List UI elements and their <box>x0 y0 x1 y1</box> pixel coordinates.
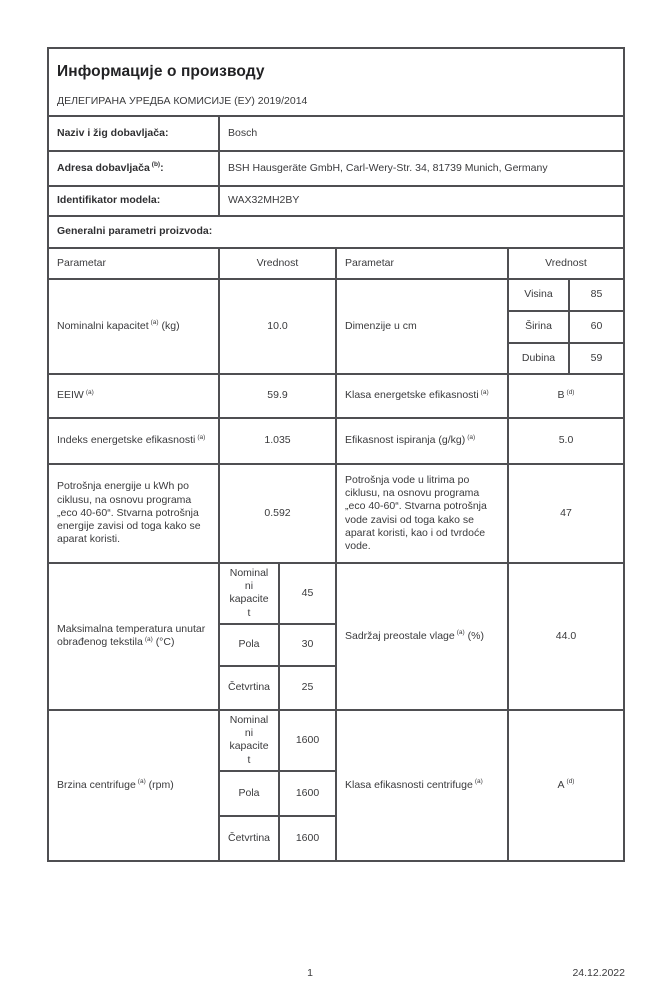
dimension-value: 59 <box>569 343 624 374</box>
spin-speed-value: 1600 <box>279 771 336 816</box>
footnote-a-marker: (a) <box>150 319 159 327</box>
load-level-name: Nominalni kapacitet <box>219 710 279 771</box>
footnote-d-marker: (d) <box>566 778 575 786</box>
footnote-a-marker: (a) <box>144 635 153 643</box>
supplier-name-row <box>48 116 624 151</box>
general-section-title: Generalni parametri proizvoda: <box>48 216 624 248</box>
footnote-a-marker: (a) <box>456 629 465 637</box>
residual-moisture-value: 44.0 <box>508 563 624 710</box>
page-subtitle: ДЕЛЕГИРАНА УРЕДБА КОМИСИЈЕ (ЕУ) 2019/2014 <box>57 95 308 108</box>
spin-speed-value: 1600 <box>279 710 336 771</box>
energy-consumption-label: Potrošnja energije u kWh po ciklusu, na osnovu programa „eco 40-60“. Stvarna potrošnja energije zavisi od toga kako se aparat koristi. <box>48 464 219 563</box>
footnote-a-marker: (a) <box>474 778 483 786</box>
header-value-left: Vrednost <box>219 248 336 279</box>
footnote-a-marker: (a) <box>197 433 206 441</box>
header-param-right: Parametar <box>336 248 508 279</box>
spin-class-value: A $^{(d)}$ <box>508 710 624 861</box>
eeiw-label: EEIW $^{(a)}$ <box>48 374 219 418</box>
energy-class-label: Klasa energetske efikasnosti $^{(a)}$ <box>336 374 508 418</box>
title-block <box>48 48 624 116</box>
page-title: Информације о производу <box>57 62 265 80</box>
page-number: 1 <box>307 967 313 979</box>
dimensions-label: Dimenzije u cm <box>336 279 508 374</box>
footnote-a-marker: (a) <box>85 388 94 396</box>
supplier-name-label: Naziv i žig dobavljača: <box>48 116 219 151</box>
spin-speed-label: Brzina centrifuge $^{(a)}$ (rpm) <box>48 710 219 861</box>
dimension-name: Dubina <box>508 343 569 374</box>
consumption-row <box>48 464 624 563</box>
eei-value: 1.035 <box>219 418 336 464</box>
document-date: 24.12.2022 <box>572 967 625 979</box>
max-temp-value: 30 <box>279 624 336 666</box>
water-consumption-value: 47 <box>508 464 624 563</box>
dimension-name: Širina <box>508 311 569 343</box>
load-level-name: Pola <box>219 771 279 816</box>
capacity-dimensions-row <box>48 279 624 311</box>
energy-consumption-value: 0.592 <box>219 464 336 563</box>
water-consumption-label: Potrošnja vode u litrima po ciklusu, na osnovu programa „eco 40-60“. Stvarna potrošnja vode zavisi od toga kako se aparat koristi, kao i od tvrdoće vode. <box>336 464 508 563</box>
footnote-b-marker: (b) <box>151 161 161 169</box>
footnote-a-marker: (a) <box>137 778 146 786</box>
energy-class-value: B $^{(d)}$ <box>508 374 624 418</box>
spin-row <box>48 710 624 771</box>
header-param-left: Parametar <box>48 248 219 279</box>
capacity-value: 10.0 <box>219 279 336 374</box>
load-level-name: Četvrtina <box>219 816 279 861</box>
dimension-value: 60 <box>569 311 624 343</box>
max-temp-value: 45 <box>279 563 336 624</box>
general-section-row <box>48 216 624 248</box>
supplier-address-row <box>48 151 624 186</box>
max-temp-value: 25 <box>279 666 336 710</box>
dimension-name: Visina <box>508 279 569 311</box>
load-level-name: Pola <box>219 624 279 666</box>
dimension-value: 85 <box>569 279 624 311</box>
rinsing-label: Efikasnost ispiranja (g/kg) $^{(a)}$ <box>336 418 508 464</box>
supplier-address-value: BSH Hausgeräte GmbH, Carl-Wery-Str. 34, 81739 Munich, Germany <box>219 151 624 186</box>
product-information-table <box>47 47 625 862</box>
eeiw-value: 59.9 <box>219 374 336 418</box>
rinsing-value: 5.0 <box>508 418 624 464</box>
supplier-address-label: Adresa dobavljača $^{(b)}$: <box>48 151 219 186</box>
model-identifier-label: Identifikator modela: <box>48 186 219 216</box>
max-temp-label: Maksimalna temperatura unutar obrađenog tekstila $^{(a)}$ (°C) <box>48 563 219 710</box>
eei-rinsing-row <box>48 418 624 464</box>
spin-speed-value: 1600 <box>279 816 336 861</box>
spin-class-label: Klasa efikasnosti centrifuge $^{(a)}$ <box>336 710 508 861</box>
eei-label: Indeks energetske efikasnosti $^{(a)}$ <box>48 418 219 464</box>
footnote-d-marker: (d) <box>566 388 575 396</box>
table-header-row <box>48 248 624 279</box>
maxtemp-moisture-row <box>48 563 624 624</box>
header-value-right: Vrednost <box>508 248 624 279</box>
eeiw-energyclass-row <box>48 374 624 418</box>
supplier-name-value: Bosch <box>219 116 624 151</box>
footnote-a-marker: (a) <box>480 388 489 396</box>
model-identifier-value: WAX32MH2BY <box>219 186 624 216</box>
model-identifier-row <box>48 186 624 216</box>
residual-moisture-label: Sadržaj preostale vlage $^{(a)}$ (%) <box>336 563 508 710</box>
capacity-label: Nominalni kapacitet $^{(a)}$ (kg) <box>48 279 219 374</box>
footnote-a-marker: (a) <box>467 433 476 441</box>
load-level-name: Četvrtina <box>219 666 279 710</box>
load-level-name: Nominalni kapacitet <box>219 563 279 624</box>
